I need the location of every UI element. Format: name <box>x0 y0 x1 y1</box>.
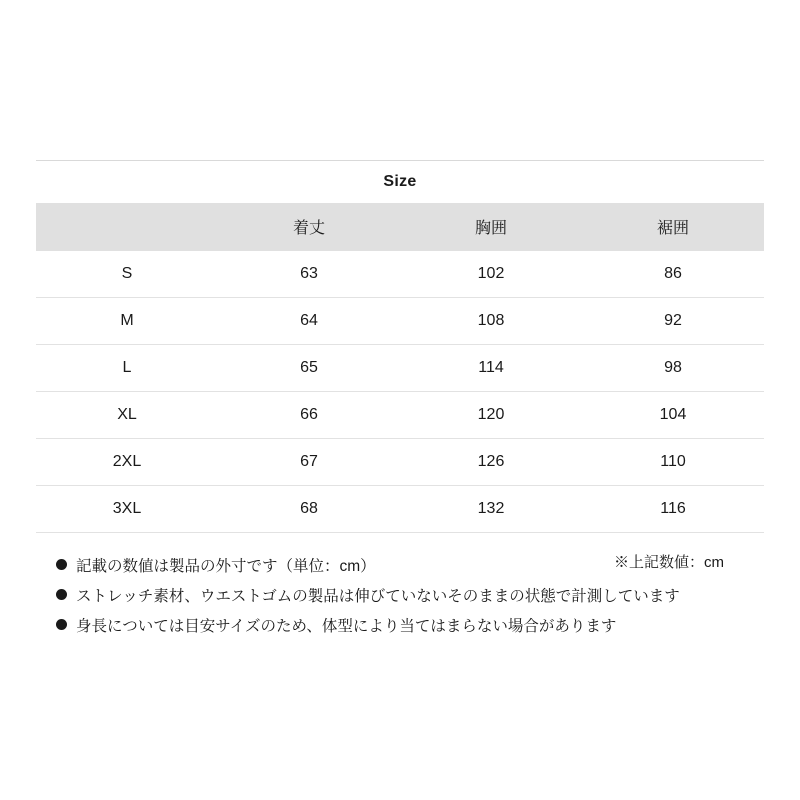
column-header-size <box>36 203 218 251</box>
table-row <box>36 251 764 298</box>
cell-hem: 86 <box>582 251 764 298</box>
row-label: XL <box>36 392 218 439</box>
bullet-icon <box>56 619 67 630</box>
cell-chest: 120 <box>400 392 582 439</box>
table-row <box>36 486 764 533</box>
note-text: 身長については目安サイズのため、体型により当てはまらない場合があります <box>76 618 617 635</box>
size-table-head <box>36 203 764 251</box>
notes-list <box>56 552 756 642</box>
cell-length: 63 <box>218 251 400 298</box>
cell-hem: 110 <box>582 439 764 486</box>
table-row <box>36 439 764 486</box>
note-item <box>56 612 756 642</box>
table-row <box>36 345 764 392</box>
cell-chest: 102 <box>400 251 582 298</box>
table-row <box>36 298 764 345</box>
note-item <box>56 552 756 582</box>
row-label: L <box>36 345 218 392</box>
size-table <box>36 203 764 533</box>
cell-chest: 132 <box>400 486 582 533</box>
bullet-icon <box>56 559 67 570</box>
size-table-block <box>36 160 764 572</box>
table-row <box>36 392 764 439</box>
cell-length: 68 <box>218 486 400 533</box>
column-header-length: 着丈 <box>218 203 400 251</box>
cell-length: 67 <box>218 439 400 486</box>
cell-chest: 108 <box>400 298 582 345</box>
note-item <box>56 582 756 612</box>
cell-length: 65 <box>218 345 400 392</box>
bullet-icon <box>56 589 67 600</box>
row-label: S <box>36 251 218 298</box>
table-header-row <box>36 203 764 251</box>
note-text: ストレッチ素材、ウエストゴムの製品は伸びていないそのままの状態で計測しています <box>76 588 680 605</box>
row-label: 3XL <box>36 486 218 533</box>
column-header-chest: 胸囲 <box>400 203 582 251</box>
cell-length: 66 <box>218 392 400 439</box>
page-title: Size <box>36 160 764 203</box>
cell-chest: 126 <box>400 439 582 486</box>
unit-note: ※上記数値：cm <box>614 554 724 571</box>
column-header-hem: 裾囲 <box>582 203 764 251</box>
cell-length: 64 <box>218 298 400 345</box>
cell-hem: 92 <box>582 298 764 345</box>
cell-hem: 98 <box>582 345 764 392</box>
row-label: 2XL <box>36 439 218 486</box>
note-text: 記載の数値は製品の外寸です（単位：cm） <box>76 558 376 575</box>
row-label: M <box>36 298 218 345</box>
size-table-body <box>36 251 764 533</box>
cell-chest: 114 <box>400 345 582 392</box>
cell-hem: 116 <box>582 486 764 533</box>
cell-hem: 104 <box>582 392 764 439</box>
